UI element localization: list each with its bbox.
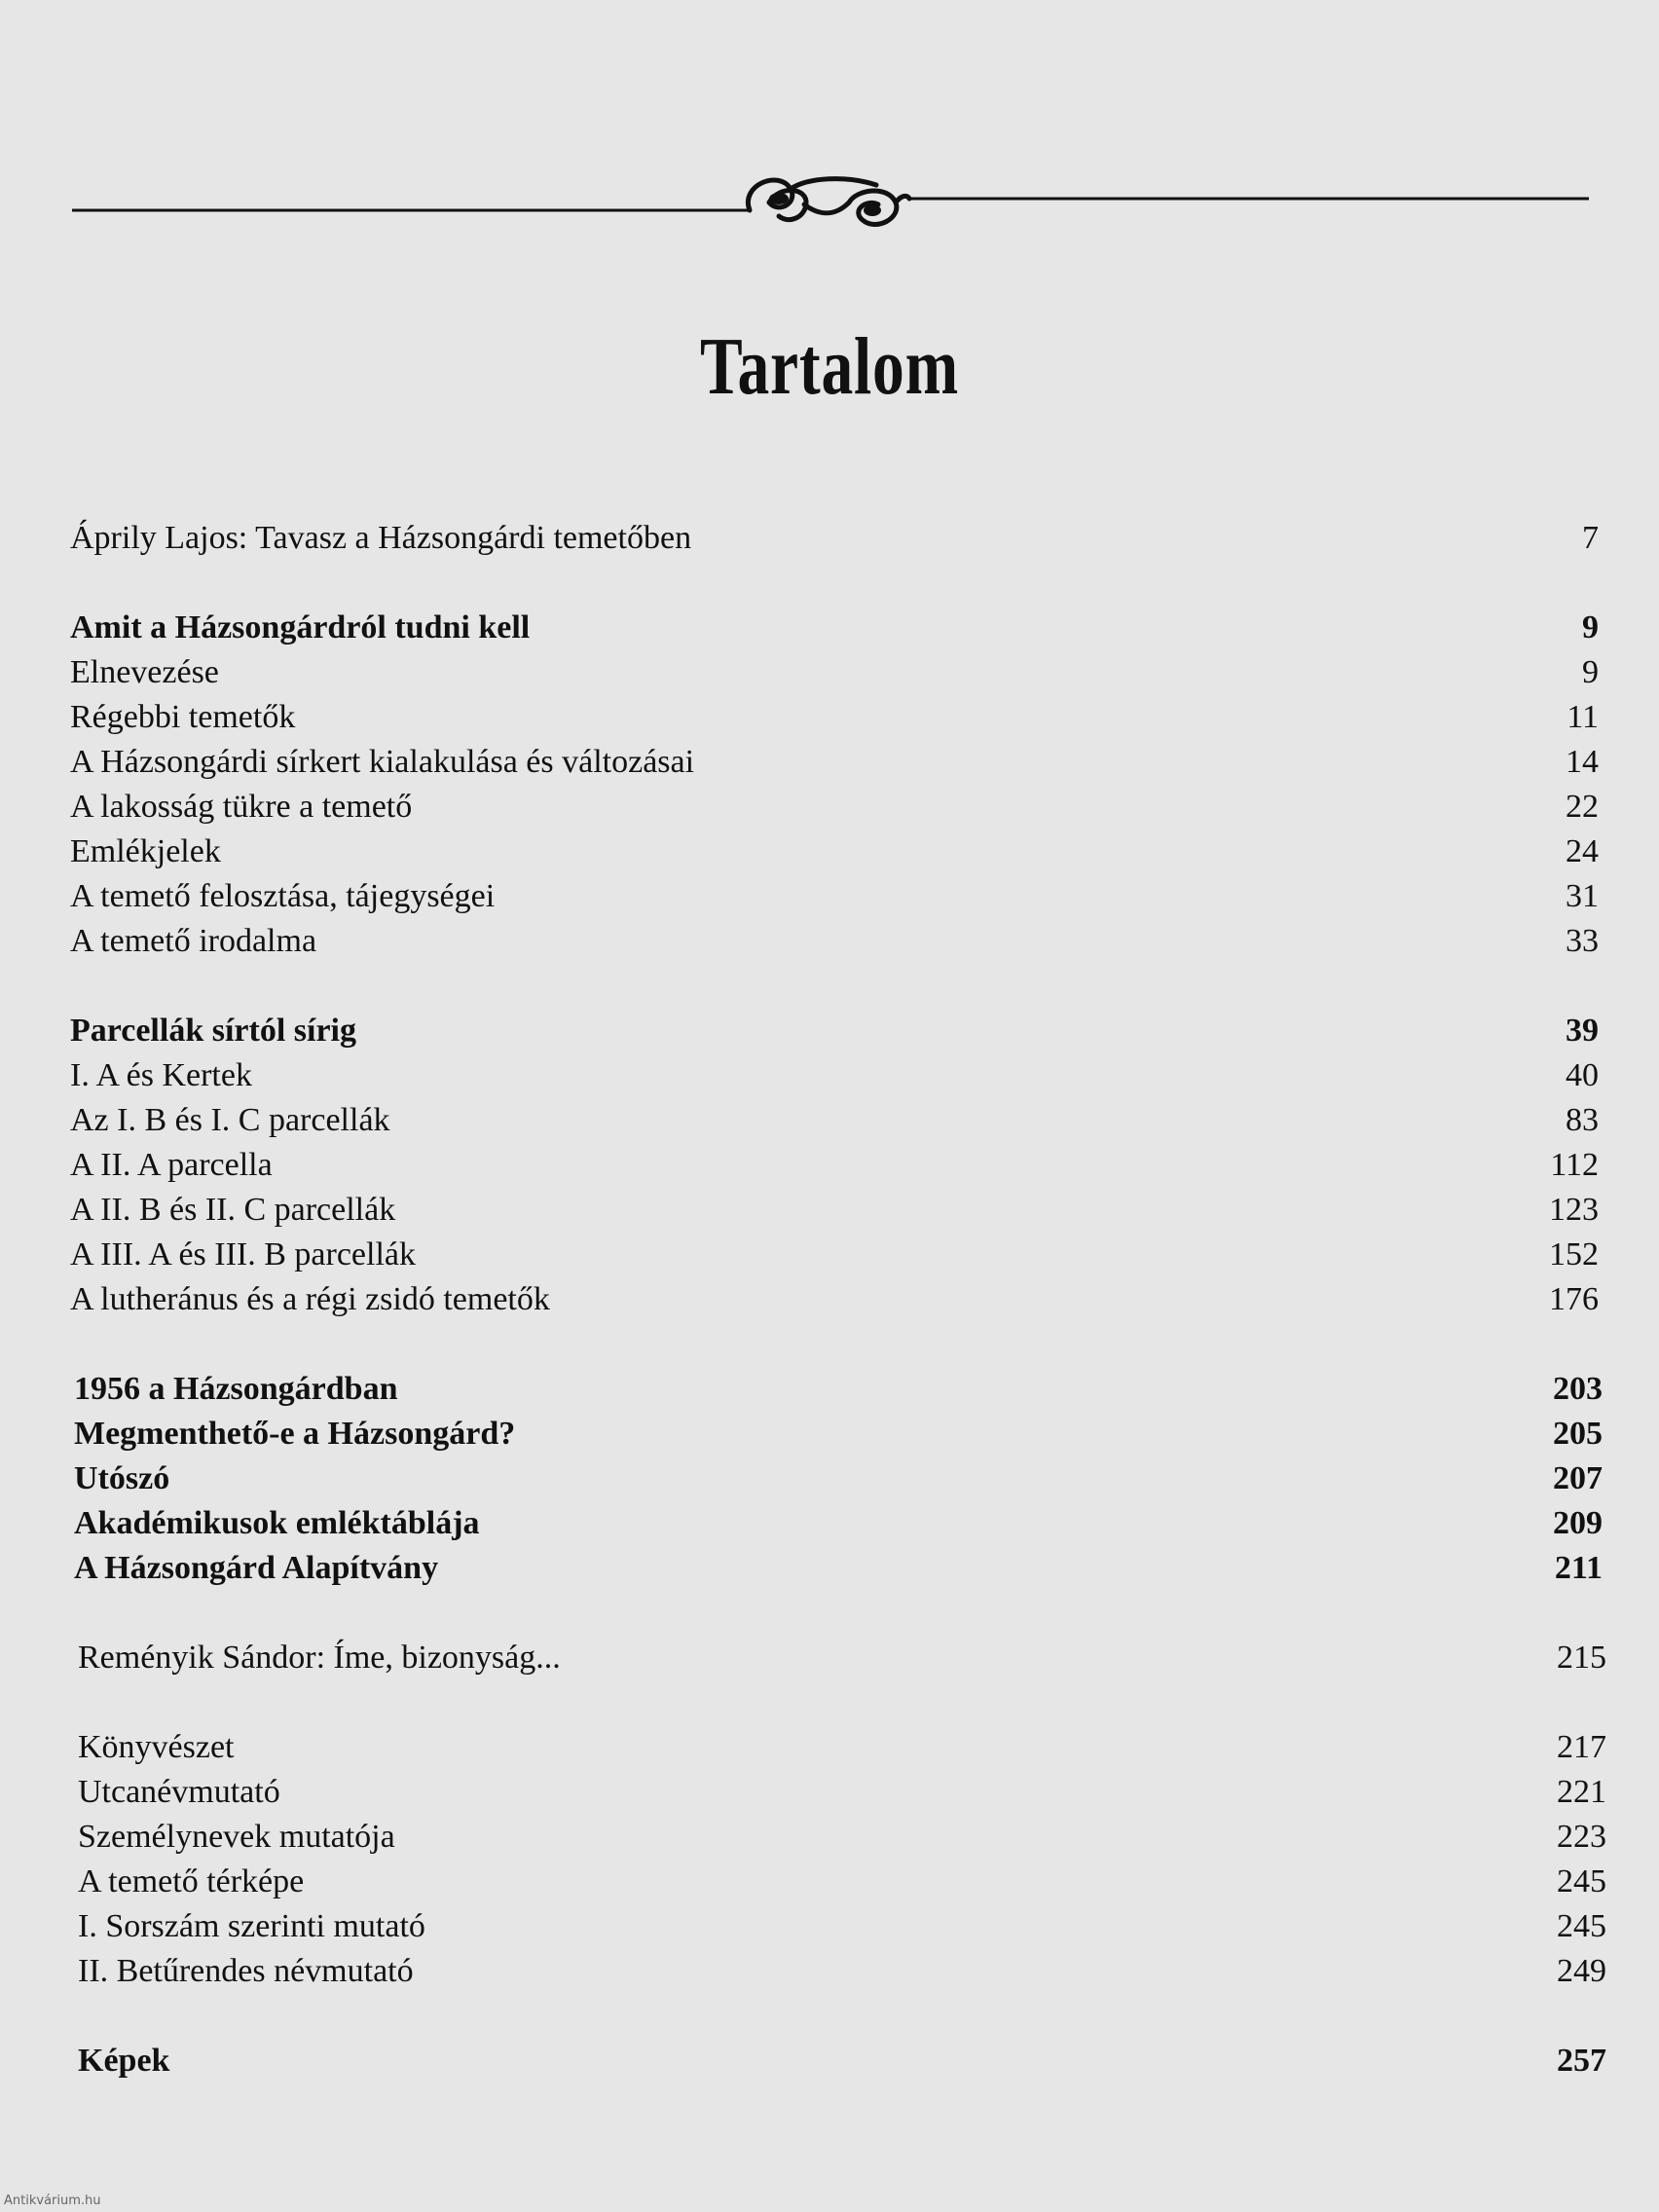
toc-entry-title: A temető térképe (78, 1863, 305, 1899)
toc-entry-page: 24 (1566, 833, 1599, 869)
toc-entry-page: 31 (1566, 878, 1599, 914)
toc-entry-page: 152 (1549, 1236, 1599, 1272)
toc-entry-page: 215 (1557, 1640, 1606, 1676)
toc-entry (70, 606, 1599, 650)
toc-entry-page: 207 (1553, 1460, 1603, 1496)
toc-entry-page: 123 (1549, 1192, 1599, 1228)
toc-entry-title: Áprily Lajos: Tavasz a Házsongárdi temetőben (70, 520, 692, 556)
toc-entry-page: 245 (1557, 1908, 1606, 1944)
toc-entry-title: Az I. B és I. C parcellák (70, 1102, 390, 1138)
toc-entry (78, 1904, 1606, 1949)
toc-entry (70, 1009, 1599, 1053)
toc-entry-title: Emlékjelek (70, 833, 221, 869)
toc-entry-page: 22 (1566, 789, 1599, 825)
toc-entry-page: 83 (1566, 1102, 1599, 1138)
toc-entry-page: 257 (1557, 2043, 1606, 2079)
toc-entry-title: A II. A parcella (70, 1147, 273, 1183)
toc-entry-title: Reményik Sándor: Íme, bizonyság... (78, 1640, 561, 1676)
toc-entry-page: 33 (1566, 923, 1599, 959)
toc-entry (70, 695, 1599, 740)
toc-entry-title: A II. B és II. C parcellák (70, 1192, 396, 1228)
toc-entry-page: 40 (1566, 1057, 1599, 1093)
toc-entry-title: Elnevezése (70, 654, 219, 690)
toc-entry (70, 874, 1599, 919)
page-title: Tartalom (700, 321, 959, 412)
toc-entry (70, 740, 1599, 785)
toc-entry (78, 1770, 1606, 1815)
toc-entry (78, 1949, 1606, 1994)
toc-entry (70, 1233, 1599, 1277)
toc-entry-title: Könyvészet (78, 1729, 235, 1765)
toc-entry (78, 1860, 1606, 1904)
toc-entry (70, 1098, 1599, 1143)
toc-entry-title: A lutheránus és a régi zsidó temetők (70, 1281, 550, 1317)
toc-entry-title: 1956 a Házsongárdban (74, 1371, 398, 1407)
watermark: Antikvárium.hu (4, 2194, 101, 2208)
toc-entry-page: 223 (1557, 1819, 1606, 1855)
toc-entry-page: 176 (1549, 1281, 1599, 1317)
toc-entry (70, 1277, 1599, 1322)
toc-entry (70, 516, 1599, 561)
toc-entry-title: A lakosság tükre a temető (70, 789, 413, 825)
toc-entry-title: Amit a Házsongárdról tudni kell (70, 609, 531, 645)
toc-entry (78, 1636, 1606, 1680)
toc-entry (74, 1412, 1603, 1456)
toc-entry-page: 221 (1557, 1774, 1606, 1810)
toc-entry-title: I. A és Kertek (70, 1057, 252, 1093)
ornament-divider (0, 156, 1659, 253)
toc-entry (78, 2039, 1606, 2083)
toc-entry (70, 830, 1599, 874)
toc-entry (74, 1501, 1603, 1546)
toc-entry-title: A temető irodalma (70, 923, 317, 959)
toc-entry (78, 1815, 1606, 1860)
toc-entry-page: 9 (1582, 609, 1599, 645)
toc-entry-page: 203 (1553, 1371, 1603, 1407)
toc-entry-page: 249 (1557, 1953, 1606, 1989)
toc-entry-title: II. Betűrendes névmutató (78, 1953, 414, 1989)
toc-entry-title: A III. A és III. B parcellák (70, 1236, 416, 1272)
toc-entry (70, 650, 1599, 695)
toc-entry-title: Képek (78, 2043, 170, 2079)
toc-entry-title: Parcellák sírtól sírig (70, 1013, 356, 1049)
toc-entry-title: A Házsongárd Alapítvány (74, 1550, 439, 1586)
toc-entry-page: 14 (1566, 744, 1599, 780)
toc-entry-page: 205 (1553, 1416, 1603, 1452)
toc-entry-title: A Házsongárdi sírkert kialakulása és változásai (70, 744, 695, 780)
toc-entry (78, 1725, 1606, 1770)
toc-entry-title: A temető felosztása, tájegységei (70, 878, 496, 914)
toc-entry-page: 245 (1557, 1863, 1606, 1899)
toc-entry-title: Akadémikusok emléktáblája (74, 1505, 480, 1541)
toc-entry (74, 1456, 1603, 1501)
toc-entry-page: 209 (1553, 1505, 1603, 1541)
toc-entry-page: 11 (1567, 699, 1599, 735)
toc-entry-page: 211 (1554, 1550, 1603, 1586)
toc-entry-page: 7 (1582, 520, 1599, 556)
toc-entry-title: Utószó (74, 1460, 170, 1496)
toc-entry-page: 217 (1557, 1729, 1606, 1765)
toc-entry-title: Régebbi temetők (70, 699, 296, 735)
toc-entry-page: 112 (1550, 1147, 1599, 1183)
toc-entry (70, 1143, 1599, 1188)
toc-entry-page: 9 (1582, 654, 1599, 690)
toc-entry-title: Utcanévmutató (78, 1774, 280, 1810)
toc-entry-title: Megmenthető-e a Házsongárd? (74, 1416, 516, 1452)
toc-entry (70, 919, 1599, 964)
toc-entry (70, 785, 1599, 830)
toc-entry-page: 39 (1566, 1013, 1599, 1049)
toc-entry-title: Személynevek mutatója (78, 1819, 395, 1855)
toc-entry (70, 1188, 1599, 1233)
toc-entry (74, 1367, 1603, 1412)
toc-entry-title: I. Sorszám szerinti mutató (78, 1908, 425, 1944)
toc-entry (74, 1546, 1603, 1591)
toc-entry (70, 1053, 1599, 1098)
